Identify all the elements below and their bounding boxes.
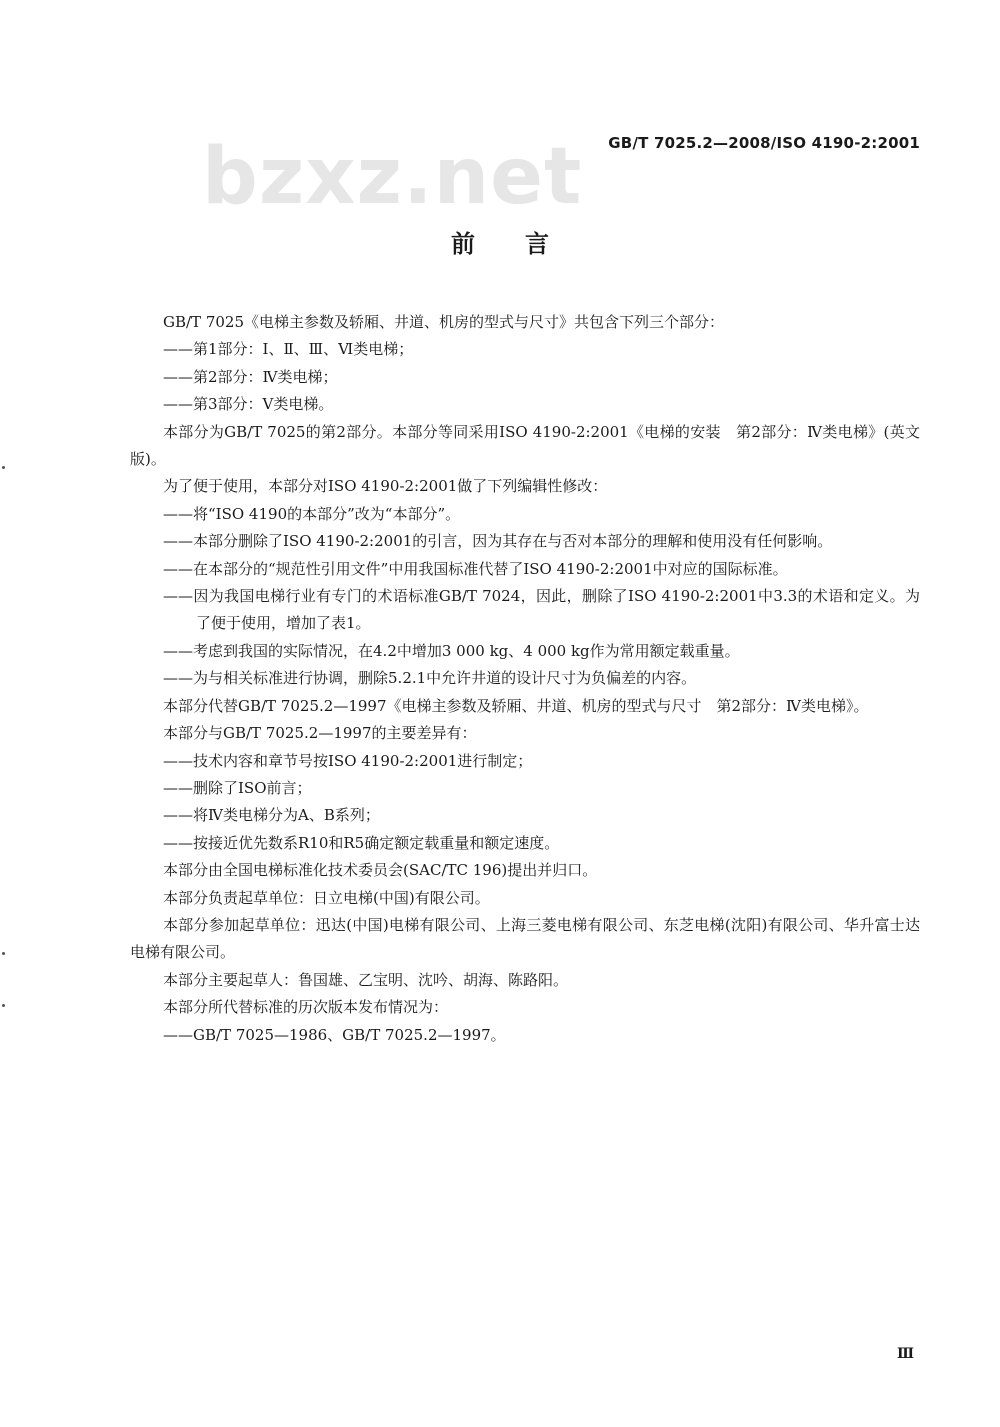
- paragraph: 为了便于使用，本部分对ISO 4190-2:2001做了下列编辑性修改：: [163, 477, 608, 496]
- paragraph: 本部分由全国电梯标准化技术委员会(SAC/TC 196)提出并归口。: [163, 861, 598, 880]
- paragraph: 本部分主要起草人：鲁国雄、乙宝明、沈吟、胡海、陈路阳。: [163, 970, 569, 989]
- list-item: ——第3部分：Ⅴ类电梯。: [163, 395, 334, 414]
- list-item: ——第2部分：Ⅳ类电梯；: [163, 367, 338, 386]
- list-item: ——为与相关标准进行协调，删除5.2.1中允许井道的设计尺寸为负偏差的内容。: [163, 669, 697, 688]
- paragraph: 本部分参加起草单位：迅达(中国)电梯有限公司、上海三菱电梯有限公司、东芝电梯(沈阳)有限公司、华升富士达电梯有限公司。: [130, 915, 920, 962]
- list-item: ——将“ISO 4190的本部分”改为“本部分”。: [163, 504, 461, 523]
- list-item: ——将Ⅳ类电梯分为A、B系列；: [163, 806, 380, 825]
- margin-mark: [2, 952, 5, 955]
- page-number: Ⅲ: [896, 1346, 914, 1362]
- list-item: ——删除了ISO前言；: [163, 778, 312, 797]
- paragraph: 本部分代替GB/T 7025.2—1997《电梯主参数及轿厢、井道、机房的型式与尺寸 第2部分：Ⅳ类电梯》。: [163, 696, 869, 715]
- list-item: ——考虑到我国的实际情况，在4.2中增加3 000 kg、4 000 kg作为常用额定载重量。: [163, 641, 740, 660]
- paragraph: 本部分负责起草单位：日立电梯(中国)有限公司。: [163, 888, 490, 907]
- page-header: GB/T 7025.2—2008/ISO 4190-2:2001: [608, 134, 920, 152]
- list-item: ——GB/T 7025—1986、GB/T 7025.2—1997。: [163, 1025, 506, 1044]
- list-item: ——在本部分的“规范性引用文件”中用我国标准代替了ISO 4190-2:2001中对应的国际标准。: [163, 559, 788, 578]
- margin-mark: [2, 1004, 5, 1007]
- paragraph: 本部分为GB/T 7025的第2部分。本部分等同采用ISO 4190-2:2001《电梯的安装 第2部分：Ⅳ类电梯》(英文版)。: [130, 422, 920, 469]
- paragraph: 本部分与GB/T 7025.2—1997的主要差异有：: [163, 724, 477, 743]
- paragraph: 本部分所代替标准的历次版本发布情况为：: [163, 998, 449, 1017]
- paragraph: GB/T 7025《电梯主参数及轿厢、井道、机房的型式与尺寸》共包含下列三个部分：: [163, 313, 725, 331]
- margin-mark: [2, 466, 5, 469]
- document-body: [130, 309, 920, 1049]
- list-item: ——因为我国电梯行业有专门的术语标准GB/T 7024，因此，删除了ISO 4190-2:2001中3.3的术语和定义。为了便于使用，增加了表1。: [163, 587, 920, 633]
- watermark: bzxz.net: [202, 132, 583, 222]
- list-item: ——技术内容和章节号按ISO 4190-2:2001进行制定；: [163, 751, 533, 770]
- list-item: ——第1部分：Ⅰ、Ⅱ、Ⅲ、Ⅵ类电梯；: [163, 340, 414, 359]
- page-title: 前言: [451, 230, 599, 258]
- list-item: ——按接近优先数系R10和R5确定额定载重量和额定速度。: [163, 833, 560, 852]
- list-item: ——本部分删除了ISO 4190-2:2001的引言，因为其存在与否对本部分的理解和使用没有任何影响。: [163, 532, 833, 551]
